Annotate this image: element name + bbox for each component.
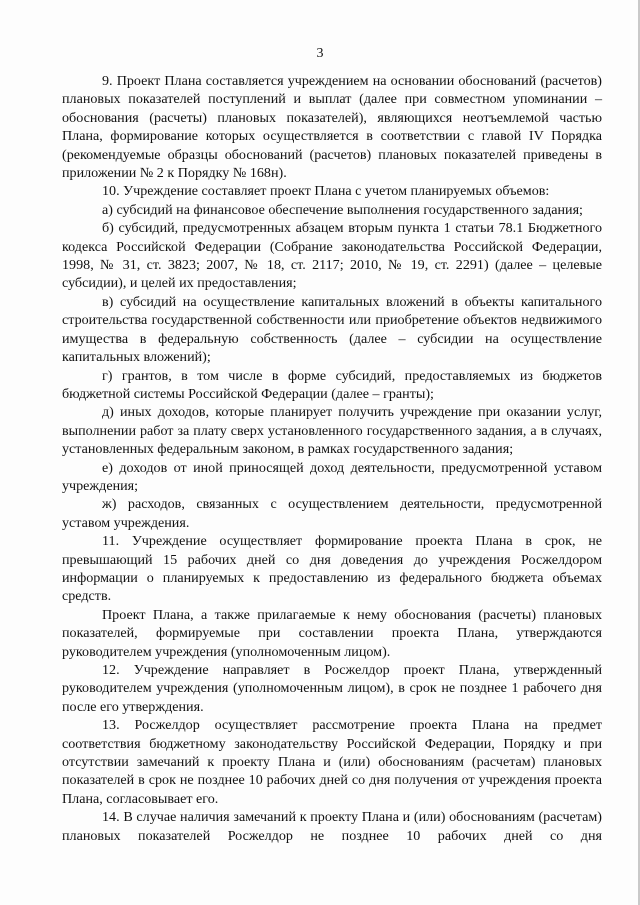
paragraph-10-a: а) субсидий на финансовое обеспечение выполнения государственного задания; [102, 201, 583, 218]
paragraph-14: 14. В случае наличия замечаний к проекту Плана и (или) обоснованиям (расчетам) плановых показателей Росжелдор не позднее 10 рабочих дней со дня [62, 809, 602, 844]
paragraph-9: 9. Проект Плана составляется учреждением на основании обоснований (расчетов) плановых показателей поступлений и выплат (далее при совместном упоминании – обоснования (расчеты) плановых показателей), являющихся неотъемлемой частью Плана, формирование которых осуществляется в соответствии с главой IV Порядка (рекомендуемые образцы обоснований (расчетов) плановых показателей приведены в приложении № 2 к Порядку № 168н). [62, 73, 602, 182]
paragraph-11: 11. Учреждение осуществляет формирование проекта Плана в срок, не превышающий 15 рабочих дней со дня доведения до учреждения Росжелдором информации о планируемых к предоставлению из федерального бюджета объемах средств. [62, 533, 602, 605]
paragraph-12: 12. Учреждение направляет в Росжелдор проект Плана, утвержденный руководителем учреждения (уполномоченным лицом), в срок не позднее 1 рабочего дня после его утверждения. [62, 662, 602, 715]
paragraph-10-d: д) иных доходов, которые планирует получить учреждение при оказании услуг, выполнении работ за плату сверх установленного государственного задания, а в случаях, установленных федеральным законом, в рамках государственного задания; [62, 404, 602, 458]
paragraph-10-g: г) грантов, в том числе в форме субсидий, предоставляемых из бюджетов бюджетной системы Российской Федерации (далее – гранты); [62, 367, 602, 402]
paragraph-10-zh: ж) расходов, связанных с осуществлением деятельности, предусмотренной уставом учреждения. [62, 496, 602, 531]
paragraph-11-2: Проект Плана, а также прилагаемые к нему обоснования (расчеты) плановых показателей, формируемые при составлении проекта Плана, утверждаются руководителем учреждения (уполномоченным лицом). [62, 606, 602, 660]
paragraph-13: 13. Росжелдор осуществляет рассмотрение проекта Плана на предмет соответствия бюджетному законодательству Российской Федерации, Порядку и при отсутствии замечаний к проекту Плана и (или) обоснованиям (расчетам) плановых показателей в срок не позднее 10 рабочих дней со дня получения от учреждения проекта Плана, согласовывает его. [62, 717, 602, 807]
page-number: 3 [316, 46, 324, 61]
paragraph-10: 10. Учреждение составляет проект Плана с учетом планируемых объемов: [102, 183, 550, 200]
paragraph-10-b: б) субсидий, предусмотренных абзацем вторым пункта 1 статьи 78.1 Бюджетного кодекса Российской Федерации (Собрание законодательства Российской Федерации, 1998, № 31, ст. 3823; 2007, № 18, ст. 2117; 2010, № 19, ст. 2291) (далее – целевые субсидии), и целей их предоставления; [62, 220, 602, 292]
document-body [62, 72, 602, 845]
paragraph-10-e: е) доходов от иной приносящей доход деятельности, предусмотренной уставом учреждения; [62, 459, 602, 494]
paragraph-10-v: в) субсидий на осуществление капитальных вложений в объекты капитального строительства государственной собственности или приобретение объектов недвижимого имущества в федеральную собственность (далее – субсидии на осуществление капитальных вложений); [62, 293, 602, 366]
